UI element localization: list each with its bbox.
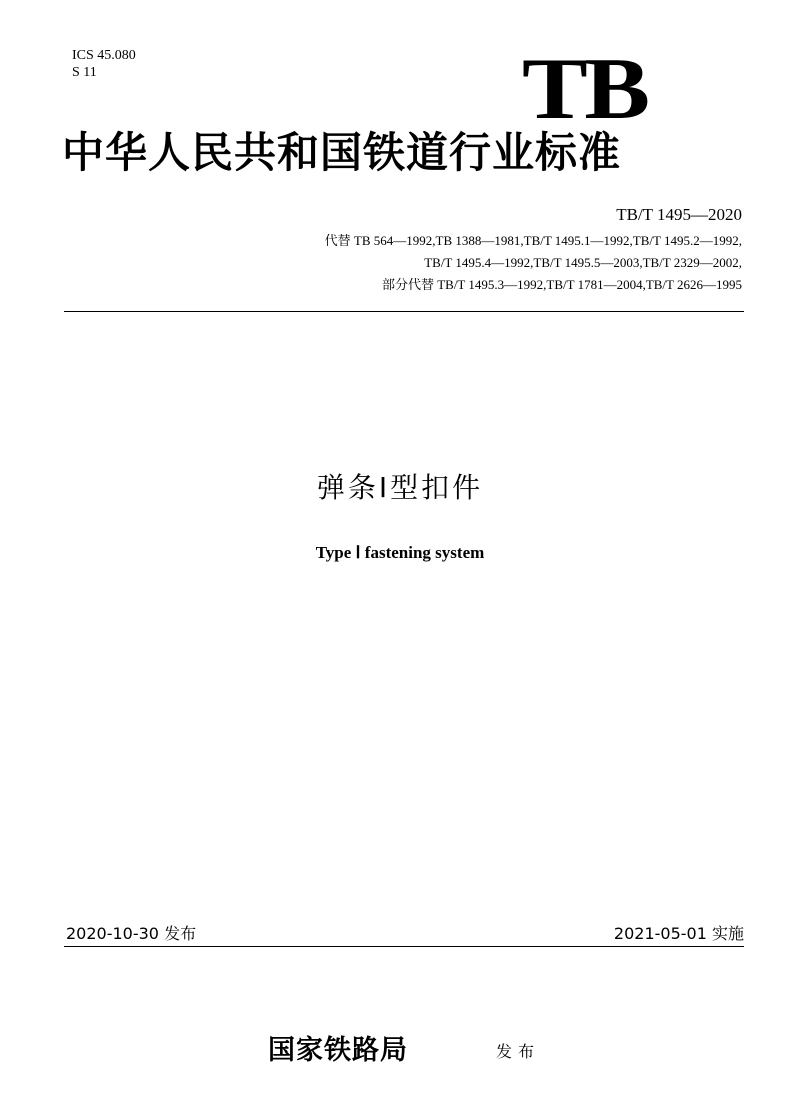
- standard-code-block: [325, 204, 742, 296]
- standard-number: TB/T 1495—2020: [616, 205, 742, 224]
- classification-block: [72, 47, 136, 81]
- issue-label: 发布: [496, 1042, 541, 1061]
- ics-code: ICS 45.080: [72, 48, 136, 63]
- document-title-chinese: 弹条Ⅰ型扣件: [316, 471, 484, 504]
- tb-logo: TB: [522, 41, 647, 138]
- publish-date: 2020-10-30 发布: [66, 924, 197, 943]
- replaces-line-3: 部分代替 TB/T 1495.3—1992,TB/T 1781—2004,TB/T 2626—1995: [381, 277, 742, 292]
- organization-title: 中华人民共和国铁道行业标准: [62, 128, 622, 177]
- class-code: S 11: [72, 65, 97, 80]
- top-divider: [64, 311, 744, 312]
- effective-date: 2021-05-01 实施: [613, 924, 744, 943]
- replaces-line-1: 代替 TB 564—1992,TB 1388—1981,TB/T 1495.1—1992,TB/T 1495.2—1992,: [324, 233, 742, 248]
- issuing-authority: 国家铁路局: [268, 1035, 408, 1066]
- bottom-divider: [64, 946, 744, 947]
- replaces-line-2: TB/T 1495.4—1992,TB/T 1495.5—2003,TB/T 2329—2002,: [424, 255, 742, 270]
- document-title-english: Type Ⅰ fastening system: [315, 543, 485, 562]
